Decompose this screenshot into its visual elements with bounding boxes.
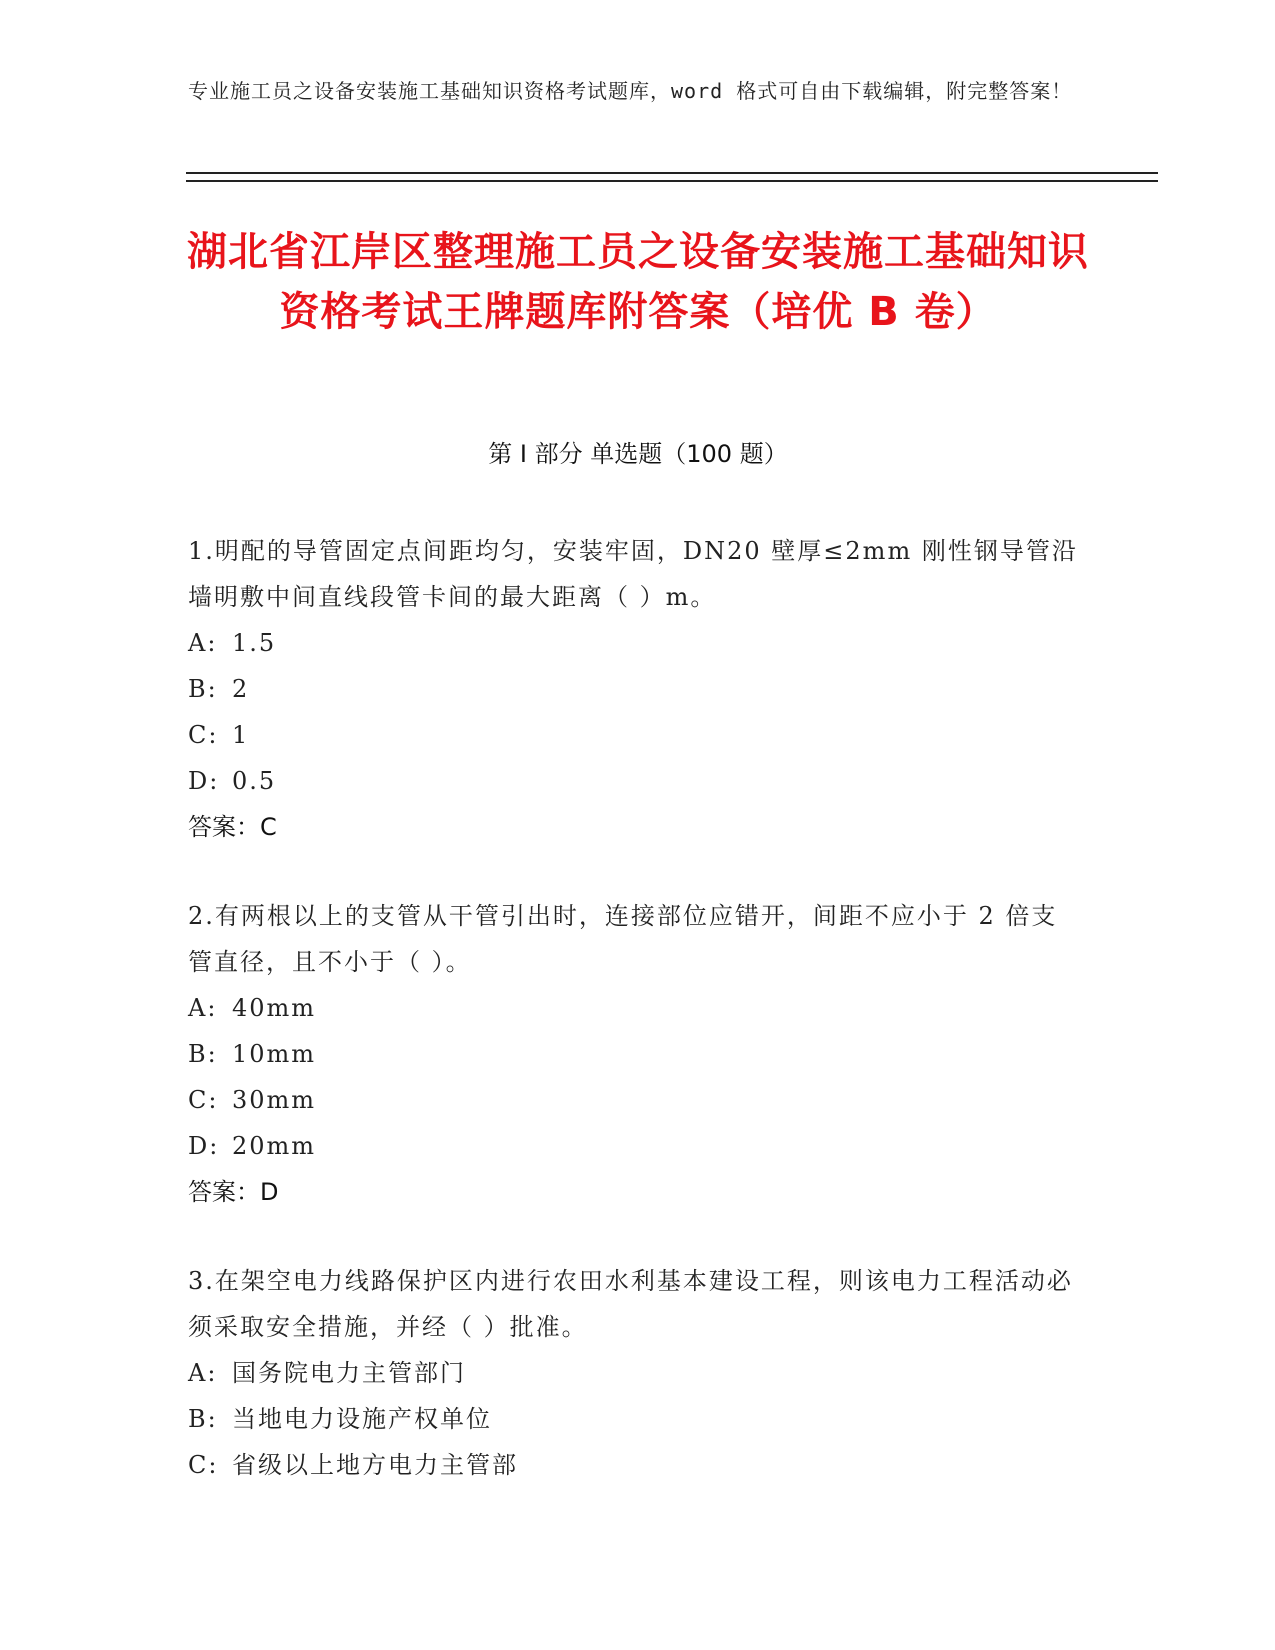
option-text: 20mm xyxy=(232,1132,317,1160)
option-text: 1 xyxy=(232,721,250,749)
header-divider-bottom xyxy=(186,180,1158,182)
option-key: A: xyxy=(188,1359,218,1387)
option-b xyxy=(188,666,1078,712)
question-stem: 1.明配的导管固定点间距均匀，安装牢固，DN20 壁厚≤2mm 刚性钢导管沿墙明敷中间直线段管卡间的最大距离（ ）m。 xyxy=(188,537,1078,611)
header-note: 专业施工员之设备安装施工基础知识资格考试题库，word 格式可自由下载编辑，附完整答案！ xyxy=(188,79,1073,103)
option-key: A: xyxy=(188,994,218,1022)
option-text: 0.5 xyxy=(232,767,277,795)
question-stem: 2.有两根以上的支管从干管引出时，连接部位应错开，间距不应小于 2 倍支管直径，且不小于（ ）。 xyxy=(188,902,1058,976)
option-text: 10mm xyxy=(232,1040,317,1068)
option-c xyxy=(188,1442,1078,1488)
question-stem: 3.在架空电力线路保护区内进行农田水利基本建设工程，则该电力工程活动必须采取安全措施，并经（ ）批准。 xyxy=(188,1267,1073,1341)
option-b xyxy=(188,1396,1078,1442)
option-text: 2 xyxy=(232,675,250,703)
option-key: C: xyxy=(188,1451,219,1479)
option-d xyxy=(188,1123,1078,1169)
option-a xyxy=(188,1350,1078,1396)
option-d xyxy=(188,758,1078,804)
section-title: 第 I 部分 单选题（100 题） xyxy=(488,440,788,468)
option-a xyxy=(188,620,1078,666)
option-b xyxy=(188,1031,1078,1077)
question-1 xyxy=(188,528,1078,850)
answer-line: 答案：C xyxy=(188,813,277,841)
option-key: B: xyxy=(188,1040,218,1068)
option-key: D: xyxy=(188,1132,220,1160)
option-text: 40mm xyxy=(232,994,317,1022)
option-c xyxy=(188,1077,1078,1123)
option-c xyxy=(188,712,1078,758)
option-text: 30mm xyxy=(232,1086,317,1114)
option-text: 省级以上地方电力主管部 xyxy=(232,1451,518,1479)
document-title: 湖北省江岸区整理施工员之设备安装施工基础知识资格考试王牌题库附答案（培优 B 卷） xyxy=(187,229,1089,335)
option-text: 国务院电力主管部门 xyxy=(232,1359,466,1387)
option-key: D: xyxy=(188,767,220,795)
option-key: C: xyxy=(188,1086,219,1114)
option-text: 1.5 xyxy=(232,629,277,657)
option-text: 当地电力设施产权单位 xyxy=(232,1405,492,1433)
answer-line: 答案：D xyxy=(188,1178,279,1206)
option-key: C: xyxy=(188,721,219,749)
option-a xyxy=(188,985,1078,1031)
option-key: B: xyxy=(188,675,218,703)
option-key: B: xyxy=(188,1405,218,1433)
question-2 xyxy=(188,893,1078,1215)
option-key: A: xyxy=(188,629,218,657)
question-3 xyxy=(188,1258,1078,1488)
header-divider-top xyxy=(186,172,1158,174)
